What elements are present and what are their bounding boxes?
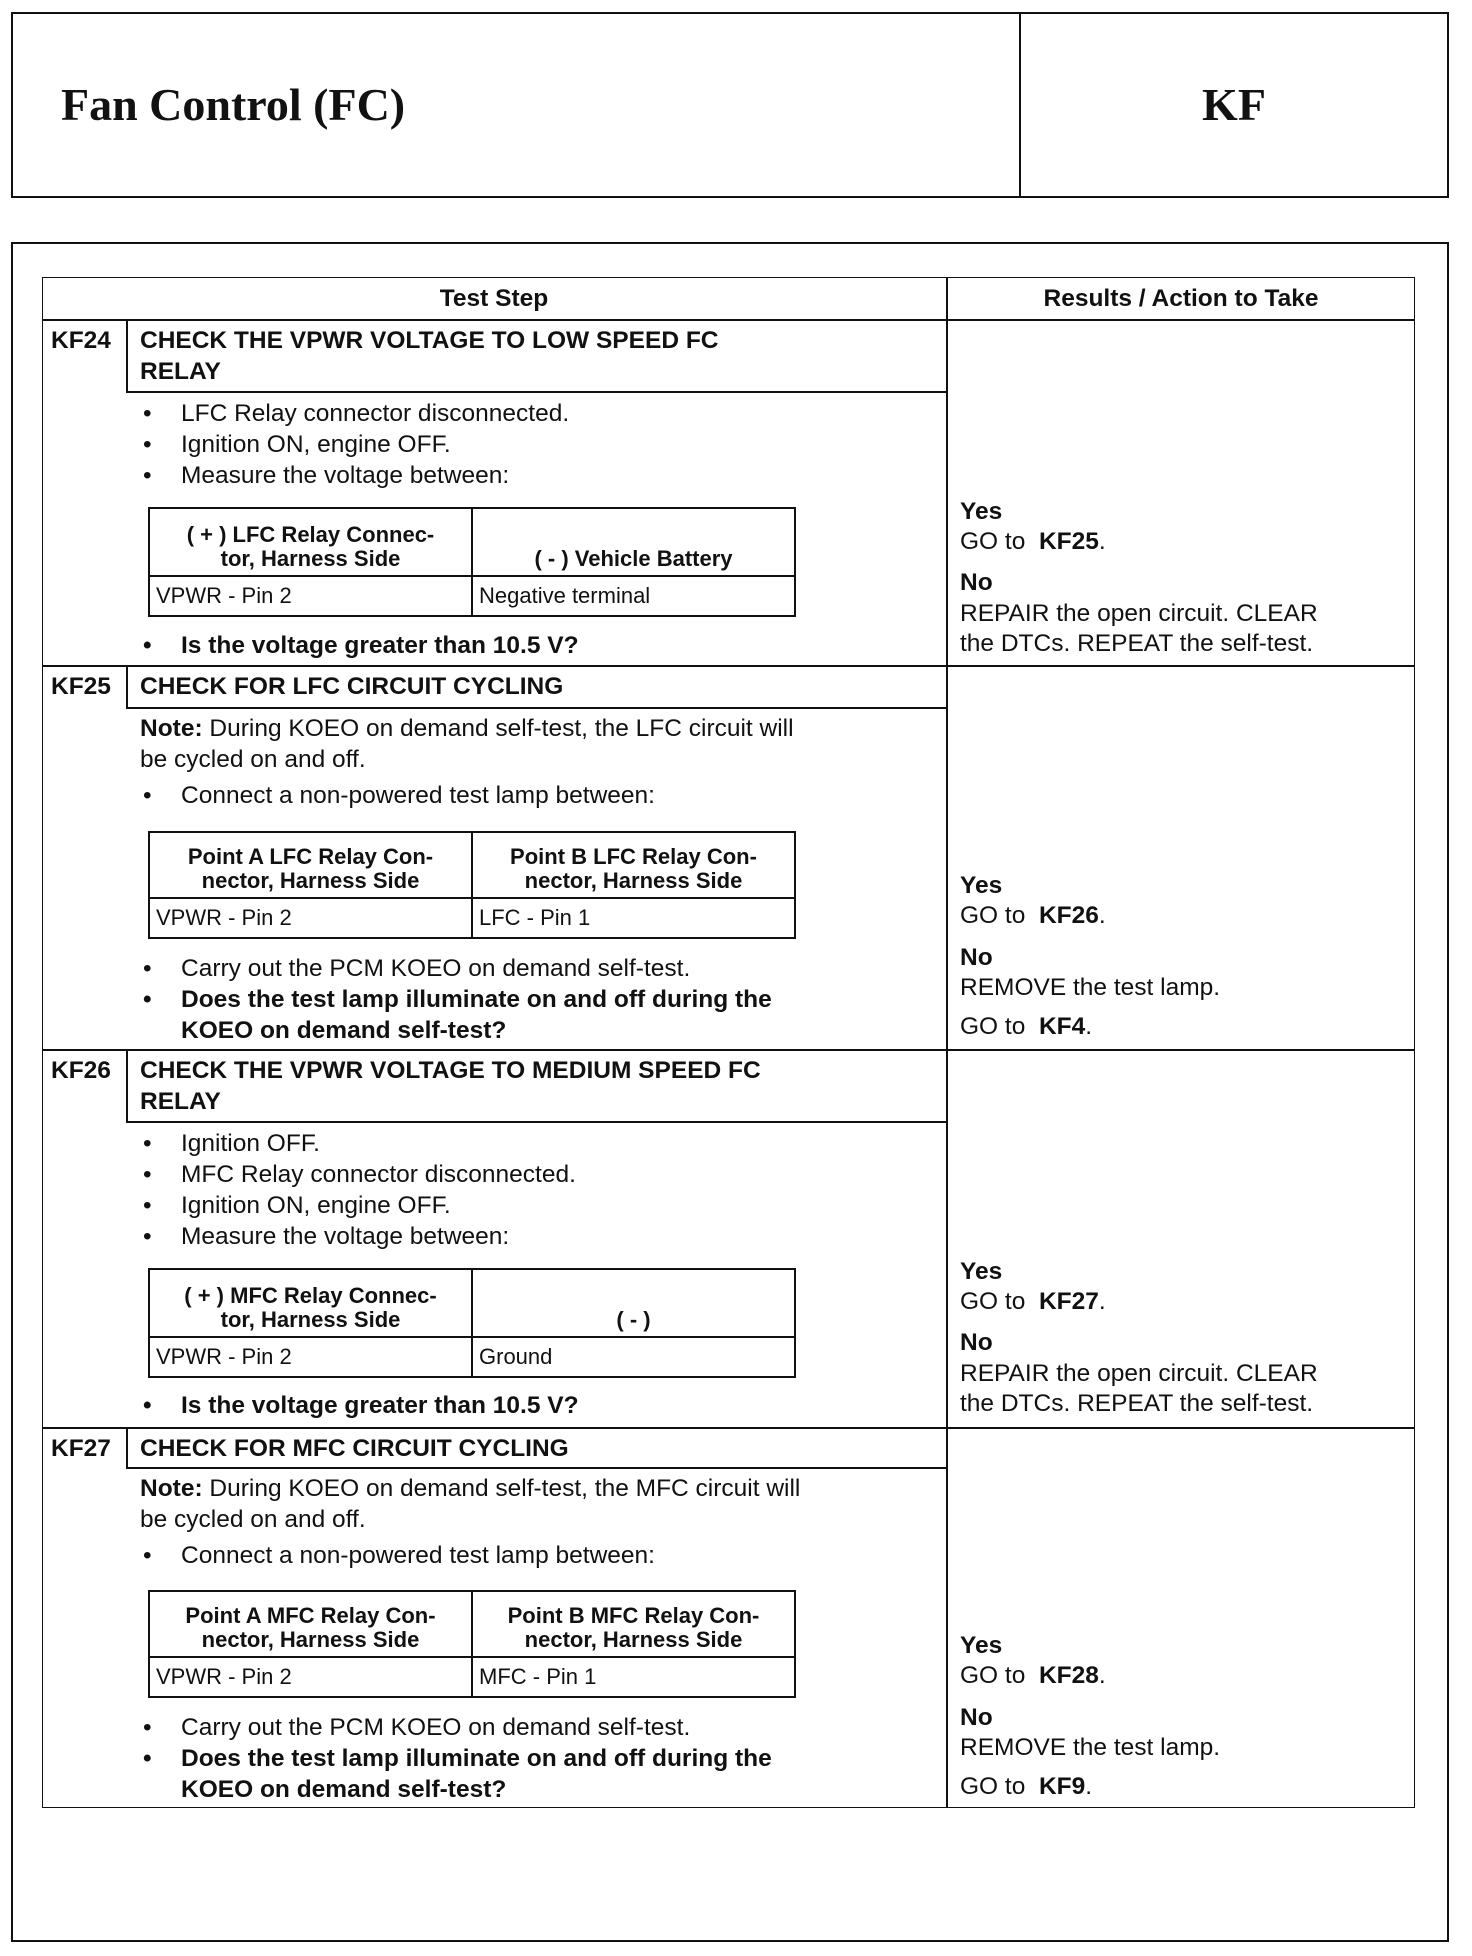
bullet: • bbox=[143, 782, 152, 809]
result-no-action: GO to KF9. bbox=[960, 1773, 1093, 1800]
result-yes-action: GO to KF25. bbox=[960, 528, 1106, 555]
step-id: KF27 bbox=[51, 1435, 111, 1462]
column-divider bbox=[946, 277, 948, 1808]
result-yes-action: GO to KF28. bbox=[960, 1662, 1106, 1689]
title-rule bbox=[126, 391, 946, 393]
note: be cycled on and off. bbox=[140, 1506, 366, 1533]
bullet: • bbox=[143, 1223, 152, 1250]
table-cell: VPWR - Pin 2 bbox=[149, 898, 472, 938]
list-item: MFC Relay connector disconnected. bbox=[181, 1161, 576, 1188]
result-no: No bbox=[960, 569, 993, 596]
question: KOEO on demand self-test? bbox=[181, 1776, 507, 1803]
section-code: KF bbox=[1202, 79, 1266, 130]
table-header: Point A MFC Relay Con- nector, Harness Side bbox=[149, 1591, 472, 1657]
measurement-table bbox=[148, 507, 796, 617]
table-cell: VPWR - Pin 2 bbox=[149, 1337, 472, 1377]
bullet: • bbox=[143, 400, 152, 427]
result-yes-action: GO to KF26. bbox=[960, 902, 1106, 929]
title-rule bbox=[126, 1121, 946, 1123]
list-item: Ignition ON, engine OFF. bbox=[181, 1192, 451, 1219]
question: Does the test lamp illuminate on and off during the bbox=[181, 1745, 772, 1772]
step-title: RELAY bbox=[140, 358, 221, 385]
table-header: Point A LFC Relay Con- nector, Harness Side bbox=[149, 832, 472, 898]
table-cell: Negative terminal bbox=[472, 576, 795, 616]
table-cell: LFC - Pin 1 bbox=[472, 898, 795, 938]
question: Is the voltage greater than 10.5 V? bbox=[181, 632, 579, 659]
table-header: ( + ) LFC Relay Connec- tor, Harness Side bbox=[149, 508, 472, 576]
step-separator bbox=[42, 1049, 1415, 1051]
result-yes: Yes bbox=[960, 1258, 1003, 1285]
bullet: • bbox=[143, 632, 152, 659]
list-item: Ignition OFF. bbox=[181, 1130, 320, 1157]
id-divider bbox=[126, 1427, 128, 1468]
bullet: • bbox=[143, 1161, 152, 1188]
table-cell: Ground bbox=[472, 1337, 795, 1377]
list-item: Carry out the PCM KOEO on demand self-test. bbox=[181, 955, 691, 982]
table-header: Point B MFC Relay Con- nector, Harness Side bbox=[472, 1591, 795, 1657]
result-no-action: REPAIR the open circuit. CLEAR bbox=[960, 600, 1318, 627]
page-title: Fan Control (FC) bbox=[61, 79, 406, 130]
result-no-action: the DTCs. REPEAT the self-test. bbox=[960, 630, 1314, 657]
test-lamp-table bbox=[148, 831, 796, 939]
result-no: No bbox=[960, 944, 993, 971]
step-separator bbox=[42, 665, 1415, 667]
list-item: Connect a non-powered test lamp between: bbox=[181, 1542, 655, 1569]
step-title: CHECK THE VPWR VOLTAGE TO MEDIUM SPEED FC bbox=[140, 1057, 761, 1084]
step-separator bbox=[42, 1427, 1415, 1429]
bullet: • bbox=[143, 986, 152, 1013]
result-yes: Yes bbox=[960, 872, 1003, 899]
step-title: CHECK FOR MFC CIRCUIT CYCLING bbox=[140, 1435, 569, 1462]
id-divider bbox=[126, 1049, 128, 1122]
result-no: No bbox=[960, 1329, 993, 1356]
measurement-table bbox=[148, 1268, 796, 1378]
bullet: • bbox=[143, 1192, 152, 1219]
result-no-action: REMOVE the test lamp. bbox=[960, 1734, 1221, 1761]
result-no-action: REMOVE the test lamp. bbox=[960, 974, 1221, 1001]
list-item: Measure the voltage between: bbox=[181, 462, 510, 489]
note: Note: During KOEO on demand self-test, the MFC circuit will bbox=[140, 1475, 801, 1502]
test-lamp-table bbox=[148, 1590, 796, 1698]
result-yes-action: GO to KF27. bbox=[960, 1288, 1106, 1315]
bullet: • bbox=[143, 1745, 152, 1772]
result-no-action: REPAIR the open circuit. CLEAR bbox=[960, 1360, 1318, 1387]
bullet: • bbox=[143, 1542, 152, 1569]
table-header: ( + ) MFC Relay Connec- tor, Harness Side bbox=[149, 1269, 472, 1337]
step-title: CHECK FOR LFC CIRCUIT CYCLING bbox=[140, 673, 564, 700]
step-title: CHECK THE VPWR VOLTAGE TO LOW SPEED FC bbox=[140, 327, 719, 354]
list-item: LFC Relay connector disconnected. bbox=[181, 400, 570, 427]
result-yes: Yes bbox=[960, 498, 1003, 525]
title-rule bbox=[126, 1467, 946, 1469]
table-header: ( - ) Vehicle Battery bbox=[472, 508, 795, 576]
page-header bbox=[11, 12, 1449, 198]
bullet: • bbox=[143, 955, 152, 982]
bullet: • bbox=[143, 462, 152, 489]
question: Is the voltage greater than 10.5 V? bbox=[181, 1392, 579, 1419]
question: KOEO on demand self-test? bbox=[181, 1017, 507, 1044]
id-divider bbox=[126, 665, 128, 707]
table-header: ( - ) bbox=[472, 1269, 795, 1337]
table-header: Point B LFC Relay Con- nector, Harness Side bbox=[472, 832, 795, 898]
step-id: KF24 bbox=[51, 327, 111, 354]
step-id: KF25 bbox=[51, 673, 111, 700]
step-id: KF26 bbox=[51, 1057, 111, 1084]
list-item: Carry out the PCM KOEO on demand self-test. bbox=[181, 1714, 691, 1741]
table-cell: VPWR - Pin 2 bbox=[149, 576, 472, 616]
note: Note: During KOEO on demand self-test, the LFC circuit will bbox=[140, 715, 794, 742]
bullet: • bbox=[143, 1714, 152, 1741]
bullet: • bbox=[143, 431, 152, 458]
list-item: Connect a non-powered test lamp between: bbox=[181, 782, 655, 809]
result-yes: Yes bbox=[960, 1632, 1003, 1659]
bullet: • bbox=[143, 1392, 152, 1419]
col-header-results: Results / Action to Take bbox=[1043, 285, 1319, 312]
id-divider bbox=[126, 319, 128, 392]
list-item: Measure the voltage between: bbox=[181, 1223, 510, 1250]
title-rule bbox=[126, 707, 946, 709]
result-no: No bbox=[960, 1704, 993, 1731]
table-cell: MFC - Pin 1 bbox=[472, 1657, 795, 1697]
bullet: • bbox=[143, 1130, 152, 1157]
result-no-action: GO to KF4. bbox=[960, 1013, 1093, 1040]
table-cell: VPWR - Pin 2 bbox=[149, 1657, 472, 1697]
col-header-test-step: Test Step bbox=[439, 285, 549, 312]
list-item: Ignition ON, engine OFF. bbox=[181, 431, 451, 458]
step-title: RELAY bbox=[140, 1088, 221, 1115]
question: Does the test lamp illuminate on and off during the bbox=[181, 986, 772, 1013]
result-no-action: the DTCs. REPEAT the self-test. bbox=[960, 1390, 1314, 1417]
note: be cycled on and off. bbox=[140, 746, 366, 773]
